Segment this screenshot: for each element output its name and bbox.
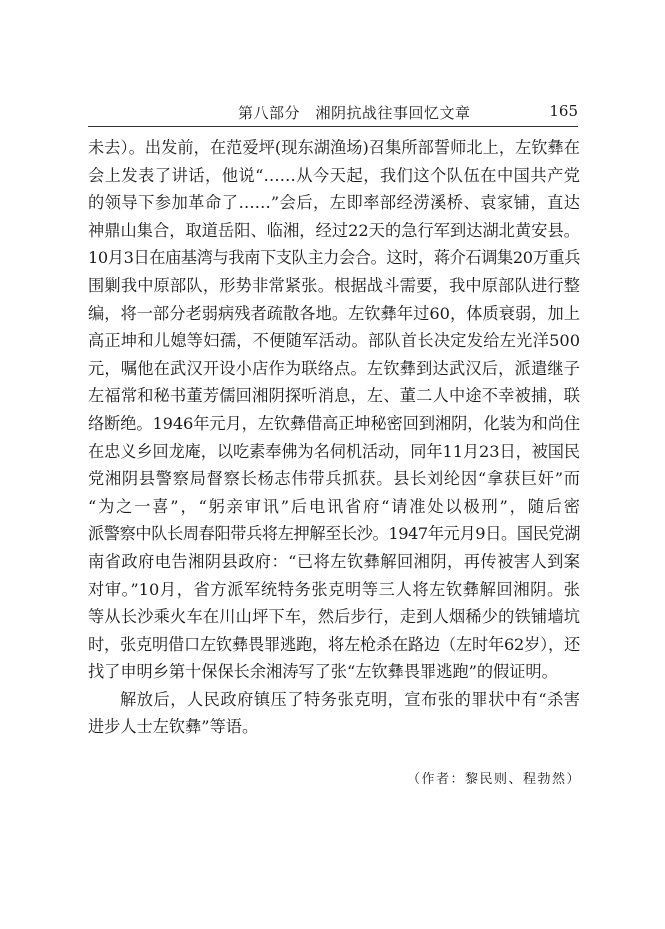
paragraph-1 — [88, 134, 580, 686]
running-header — [88, 100, 578, 126]
text-line: 南省政府电告湘阴县政府：“已将左钦彝解回湘阴，再传被害人到案 — [88, 551, 580, 571]
text-line: 会上发表了讲话，他说“……从今天起，我们这个队伍在中国共产党 — [88, 165, 580, 185]
header-rule — [88, 126, 578, 127]
text-line: 进步人士左钦彝”等语。 — [88, 717, 259, 737]
text-line: 派警察中队长周春阳带兵将左押解至长沙。1947年元月9日。国民党湖 — [88, 524, 580, 544]
text-line: 解放后，人民政府镇压了特务张克明，宣布张的罪状中有“杀害 — [120, 689, 580, 709]
text-line: 对审。”10月，省方派军统特务张克明等三人将左钦彝解回湘阴。张 — [88, 579, 580, 599]
text-line: 未去）。出发前，在范爱坪(现东湖渔场)召集所部誓师北上，左钦彝在 — [88, 138, 580, 157]
header-title: 第八部分 湘阴抗战往事回忆文章 — [238, 104, 471, 122]
text-line: 时，张克明借口左钦彝畏罪逃跑，将左枪杀在路边（左时年62岁），还 — [88, 634, 580, 654]
paragraph-2 — [88, 686, 580, 741]
text-line: 围剿我中原部队，形势非常紧张。根据战斗需要，我中原部队进行整 — [88, 275, 580, 295]
author-credit: （作者：黎民则、程勃然） — [406, 772, 581, 787]
text-line: 在忠义乡回龙庵，以吃素奉佛为名伺机活动，同年11月23日，被国民 — [88, 441, 580, 461]
text-line: 党湘阴县警察局督察长杨志伟带兵抓获。县长刘纶因“拿获巨奸”而 — [88, 469, 580, 489]
text-line: 神鼎山集合，取道岳阳、临湘，经过22天的急行军到达湖北黄安县。 — [88, 220, 580, 240]
text-line: 的领导下参加革命了……”会后，左即率部经涝溪桥、袁家铺，直达 — [88, 193, 580, 213]
text-line: 高正坤和儿媳等妇孺，不便随军活动。部队首长决定发给左光洋500 — [88, 331, 580, 351]
text-line: 左福常和秘书董芳儒回湘阴探听消息，左、董二人中途不幸被捕，联 — [88, 386, 580, 406]
body-text — [88, 134, 580, 741]
text-line: 络断绝。1946年元月，左钦彝借高正坤秘密回到湘阴，化装为和尚住 — [88, 413, 580, 433]
text-line: 等从长沙乘火车在川山坪下车，然后步行，走到人烟稀少的铁铺墙坑 — [88, 607, 580, 627]
text-line: 找了申明乡第十保保长余湘涛写了张“左钦彝畏罪逃跑”的假证明。 — [88, 662, 558, 682]
text-line: 元，嘱他在武汉开设小店作为联络点。左钦彝到达武汉后，派遣继子 — [88, 358, 580, 378]
page-number: 165 — [549, 102, 578, 120]
text-line: 10月3日在庙基湾与我南下支队主力会合。这时，蒋介石调集20万重兵 — [88, 248, 580, 268]
text-line: “为之一喜”，“躬亲审讯”后电讯省府“请准处以极刑”，随后密 — [88, 496, 580, 516]
text-line: 编，将一部分老弱病残者疏散各地。左钦彝年过60，体质衰弱，加上 — [88, 303, 580, 323]
